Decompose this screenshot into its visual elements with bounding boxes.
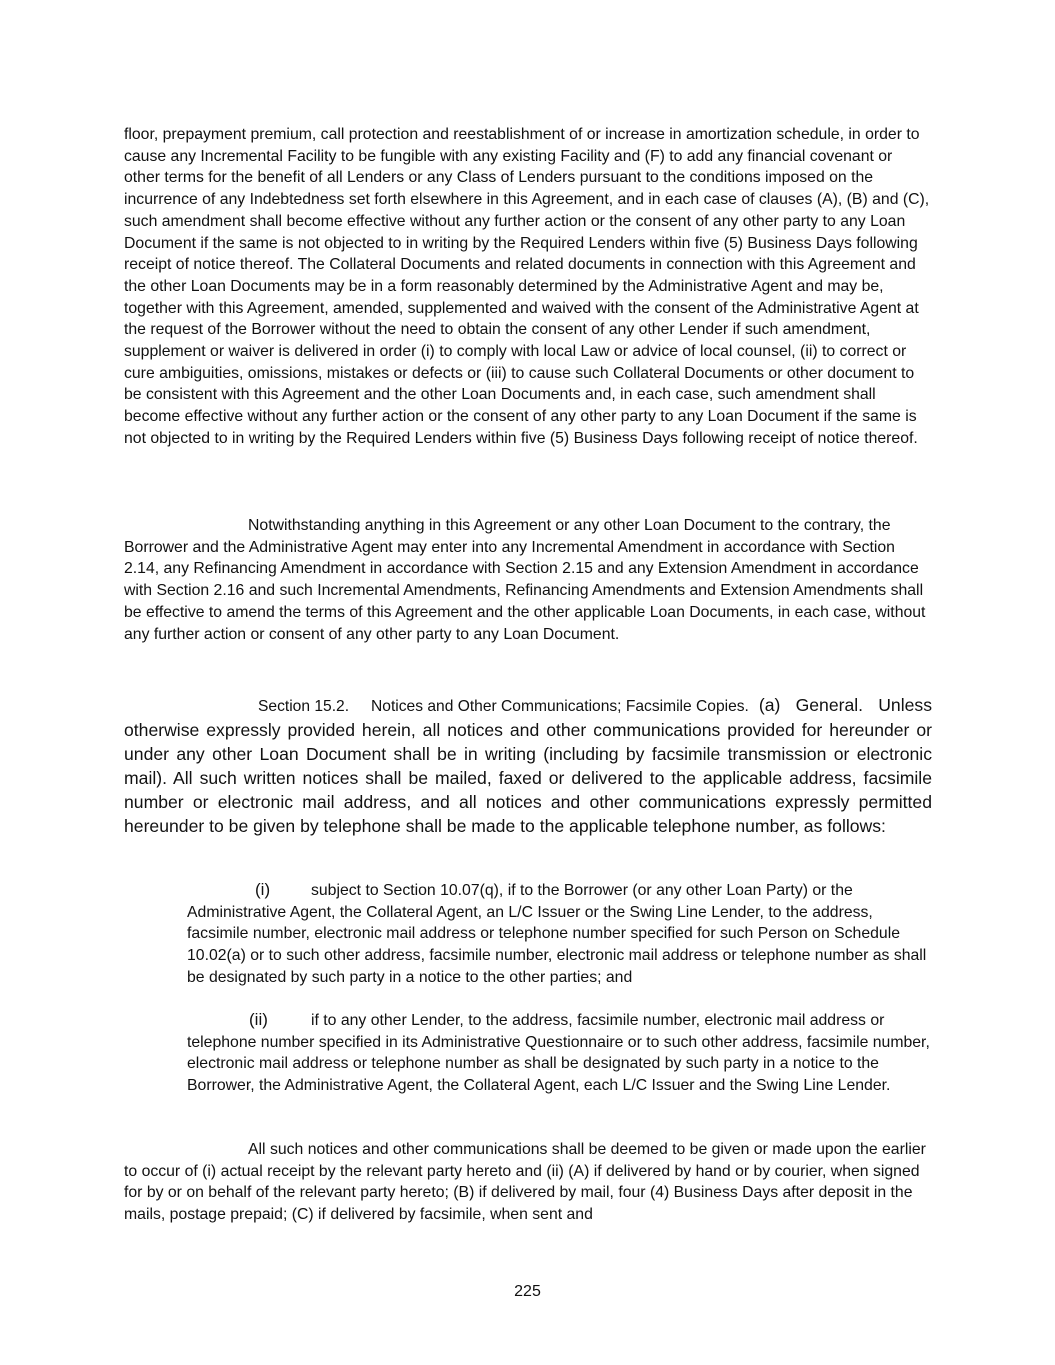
clause-ii (187, 1009, 932, 1097)
clause-ii-number: (ii) (249, 1010, 268, 1029)
clause-ii-text: if to any other Lender, to the address, facsimile number, electronic mail address or telephone number specified in its Administrative Questionnaire or to such other address, facsimile number, electronic mail address or telephone number as shall be designated by such party in a notice to the Borrower, the Administrative Agent, the Collateral Agent, each L/C Issuer and the Swing Line Lender. (187, 1012, 930, 1095)
section-15-2-notices (124, 694, 932, 838)
clause-i-text: subject to Section 10.07(q), if to the Borrower (or any other Loan Party) or the Administrative Agent, the Collateral Agent, an L/C Issuer or the Swing Line Lender, to the address, facsimile number, electronic mail address or telephone number specified for such Person on Schedule 10.02(a) or to such other address, facsimile number, electronic mail address or telephone number as shall be designated by such party in a notice to the other parties; and (187, 882, 927, 986)
section-number: Section 15.2. (258, 698, 350, 715)
paragraph-notwithstanding: Notwithstanding anything in this Agreement or any other Loan Document to the contrary, the Borrower and the Administrative Agent may enter into any Incremental Amendment in accordance with Section 2.14, any Refinancing Amendment in accordance with Section 2.15 and any Extension Amendment in accordance with Section 2.16 and such Incremental Amendments, Refinancing Amendments and Extension Amendments shall be effective to amend the terms of this Agreement and the other applicable Loan Documents, in each case, without any further action or consent of any other party to any Loan Document. (124, 517, 926, 643)
section-title: Notices and Other Communications; Facsimile Copies. (371, 698, 749, 715)
paragraph-deemed-given: All such notices and other communications shall be deemed to be given or made upon the earlier to occur of (i) actual receipt by the relevant party hereto and (ii) (A) if delivered by hand or by courier, when signed for by or on behalf of the relevant party hereto; (B) if delivered by mail, four (4) Business Days after deposit in the mails, postage prepaid; (C) if delivered by facsimile, when sent and (124, 1141, 926, 1224)
paragraph-amendment-collateral: floor, prepayment premium, call protection and reestablishment of or increase in amortization schedule, in order to cause any Incremental Facility to be fungible with any existing Facility and (F) to add any financial covenant or other terms for the benefit of all Lenders or any Class of Lenders pursuant to the conditions imposed on the incurrence of any Indebtedness set forth elsewhere in this Agreement, and in each case of clauses (A), (B) and (C), such amendment shall become effective without any further action or the consent of any other party to any Loan Document if the same is not objected to in writing by the Required Lenders within five (5) Business Days following receipt of notice thereof. The Collateral Documents and related documents in connection with this Agreement and the other Loan Documents may be in a form reasonably determined by the Administrative Agent and may be, together with this Agreement, amended, supplemented and waived with the consent of the Administrative Agent at the request of the Borrower without the need to obtain the consent of any other Lender if such amendment, supplement or waiver is delivered in order (i) to comply with local Law or advice of local counsel, (ii) to correct or cure ambiguities, omissions, mistakes or defects or (iii) to cause such Collateral Documents or other document to be consistent with this Agreement and the other Loan Documents and, in each case, such amendment shall become effective without any further action or the consent of any other party to any Loan Document if the same is not objected to in writing by the Required Lenders within five (5) Business Days following receipt of notice thereof. (124, 126, 930, 447)
clause-i-number: (i) (255, 880, 271, 899)
section-subheading: (a) General. (758, 695, 864, 715)
page-number: 225 (514, 1283, 541, 1300)
section-body: Unless otherwise expressly provided herein, all notices and other communications provided for hereunder or under any other Loan Document shall be in writing (including by facsimile transmission or electronic mail). All such written notices shall be mailed, faxed or delivered to the applicable address, facsimile number or electronic mail address, and all notices and other communications expressly permitted hereunder to be given by telephone shall be made to the applicable telephone number, as follows: (124, 695, 932, 836)
clause-i (187, 879, 932, 989)
